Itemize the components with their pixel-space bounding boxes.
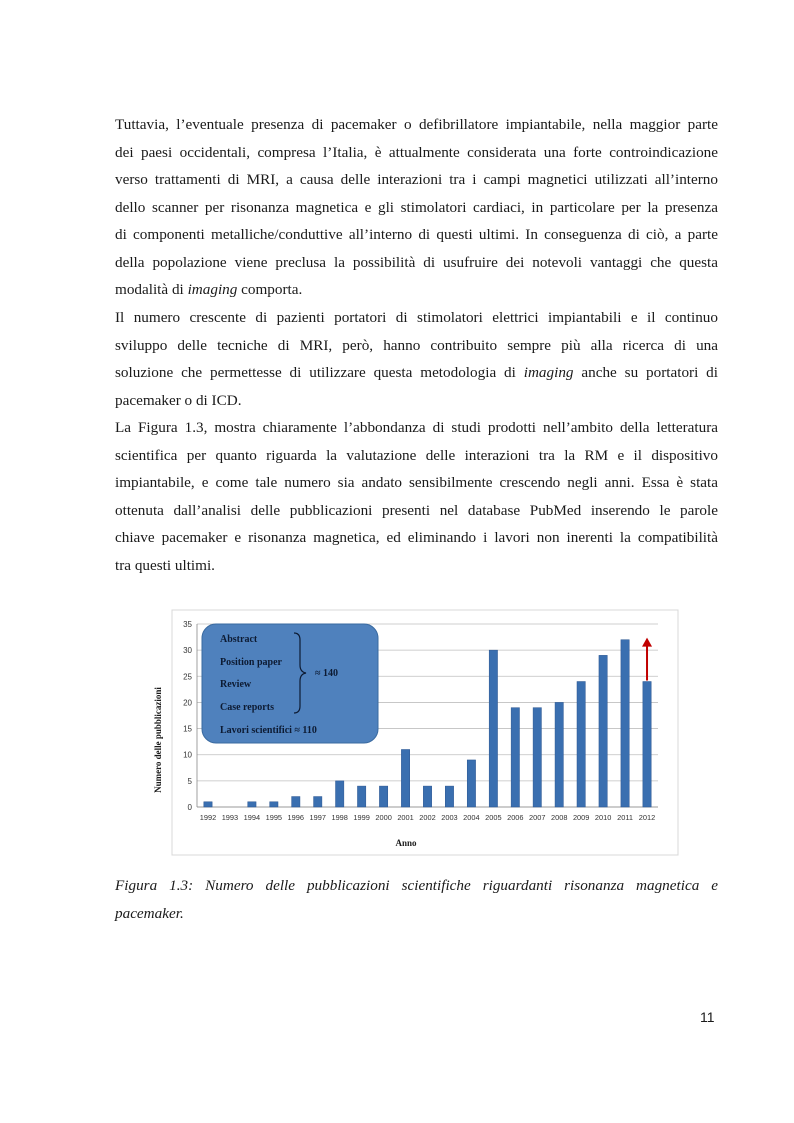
bar-2011 xyxy=(621,640,629,807)
text-fragment: modalità di xyxy=(115,281,188,298)
x-tick-label: 2007 xyxy=(529,813,546,822)
text-fragment: soluzione che permettesse di utilizzare questa metodologia di xyxy=(115,364,524,381)
x-tick-label: 1999 xyxy=(353,813,370,822)
emphasis: imaging xyxy=(523,364,574,381)
legend-box xyxy=(202,624,378,743)
y-tick-label: 30 xyxy=(183,646,192,656)
text-line: di componenti metalliche/conduttive all’interno di questi ultimi. In conseguenza di ciò, a parte xyxy=(115,226,718,243)
x-tick-label: 1994 xyxy=(243,813,261,822)
figure-bar-chart xyxy=(153,610,678,855)
bar-2008 xyxy=(555,702,563,807)
bar-2003 xyxy=(445,786,453,807)
x-tick-label: 1998 xyxy=(331,813,348,822)
publications-chart xyxy=(153,610,678,855)
legend-item-position-paper: Position paper xyxy=(220,657,282,668)
text-line: ottenuta dall’analisi delle pubblicazioni presenti nel database PubMed inserendo le parole xyxy=(115,501,718,519)
bar-1996 xyxy=(292,797,300,807)
bar-1994 xyxy=(248,802,256,807)
text-line: sviluppo delle tecniche di MRI, però, hanno contribuito sempre più alla ricerca di una xyxy=(115,336,718,354)
legend-item-review: Review xyxy=(220,679,252,690)
text-line: della popolazione viene preclusa la possibilità di usufruire dei notevoli vantaggi che questa xyxy=(115,253,718,271)
bar-1998 xyxy=(336,781,344,807)
y-tick-label: 35 xyxy=(183,620,192,629)
legend-scientific-label: Lavori scientifici ≈ 110 xyxy=(220,725,317,736)
text-line: impiantabile, e come tale numero sia andato sensibilmente crescendo negli anni. Essa è stata xyxy=(115,474,718,491)
x-tick-label: 2009 xyxy=(572,813,590,822)
x-tick-label: 1993 xyxy=(221,813,239,822)
x-tick-label: 2011 xyxy=(617,813,634,822)
bar-1995 xyxy=(270,802,278,807)
bar-2004 xyxy=(467,760,475,807)
x-tick-label: 1996 xyxy=(287,813,305,822)
bar-2006 xyxy=(511,708,519,807)
x-tick-label: 2012 xyxy=(638,813,656,822)
text-line xyxy=(115,359,718,387)
bar-2001 xyxy=(401,749,409,807)
bar-2009 xyxy=(577,682,585,807)
emphasis: imaging xyxy=(187,281,238,298)
text-line: dello scanner per risonanza magnetica e gli stimolatori cardiaci, in particolare per la presenza xyxy=(115,198,718,216)
x-tick-label: 1997 xyxy=(309,813,326,822)
y-tick-label: 20 xyxy=(183,698,192,708)
bar-2005 xyxy=(489,650,497,807)
text-line: chiave pacemaker e risonanza magnetica, ed eliminando i lavori non inerenti la compatibilità xyxy=(115,529,718,546)
x-tick-label: 2002 xyxy=(419,813,436,822)
y-tick-label: 0 xyxy=(187,803,192,812)
x-tick-label: 2000 xyxy=(375,813,392,822)
x-tick-label: 2001 xyxy=(397,813,414,822)
x-axis-label: Anno xyxy=(395,838,417,848)
legend-item-case-reports: Case reports xyxy=(220,702,274,713)
x-tick-label: 2003 xyxy=(441,813,458,822)
y-tick-label: 25 xyxy=(183,672,192,682)
bar-1997 xyxy=(314,797,322,807)
text-line: pacemaker o di ICD. xyxy=(115,391,242,409)
text-line xyxy=(115,276,718,304)
caption-line: pacemaker. xyxy=(115,904,184,922)
caption-line: Figura 1.3: Numero delle pubblicazioni scientifiche riguardanti risonanza magnetica e xyxy=(115,877,718,894)
page-number: 11 xyxy=(700,1009,715,1025)
text-fragment: comporta. xyxy=(237,281,303,298)
bar-1992 xyxy=(204,802,212,807)
text-line: scientifica per quanto riguarda la valutazione delle interazioni tra la RM e il dispositivo xyxy=(115,446,718,464)
text-line: tra questi ultimi. xyxy=(115,556,215,574)
text-line: Tuttavia, l’eventuale presenza di pacemaker o defibrillatore impiantabile, nella maggior parte xyxy=(115,116,718,133)
paragraph-2 xyxy=(115,304,718,414)
x-tick-label: 1992 xyxy=(199,813,217,822)
paragraph-1 xyxy=(115,111,718,304)
y-tick-label: 5 xyxy=(187,776,192,786)
text-line: verso trattamenti di MRI, a causa delle interazioni tra i campi magnetici utilizzati all’interno xyxy=(115,171,718,188)
x-tick-label: 2008 xyxy=(550,813,568,822)
bar-2010 xyxy=(599,655,607,807)
y-tick-label: 10 xyxy=(183,750,192,760)
bar-2007 xyxy=(533,708,541,807)
x-tick-label: 2010 xyxy=(594,813,612,822)
bar-2000 xyxy=(379,786,387,807)
x-tick-label: 2005 xyxy=(485,813,502,822)
paragraph-3 xyxy=(115,414,718,579)
x-tick-label: 2004 xyxy=(463,813,480,822)
figure-caption xyxy=(115,872,718,927)
text-line: Il numero crescente di pazienti portatori di stimolatori elettrici impiantabili e il continuo xyxy=(115,309,718,326)
bar-2012 xyxy=(643,682,651,807)
x-tick-label: 2006 xyxy=(507,813,524,822)
legend-group-label: ≈ 140 xyxy=(315,668,338,679)
text-line: dei paesi occidentali, compresa l’Italia, è attualmente considerata una forte controindicazione xyxy=(115,143,718,161)
x-tick-label: 1995 xyxy=(265,813,283,822)
bar-1999 xyxy=(357,786,365,807)
text-fragment: anche su portatori di xyxy=(573,364,718,381)
y-tick-label: 15 xyxy=(183,724,192,734)
y-axis-label: Numero delle pubblicazioni xyxy=(153,687,163,793)
bar-2002 xyxy=(423,786,431,807)
legend-item-abstract: Abstract xyxy=(220,634,258,645)
text-line: La Figura 1.3, mostra chiaramente l’abbondanza di studi prodotti nell’ambito della letteratura xyxy=(115,419,718,436)
